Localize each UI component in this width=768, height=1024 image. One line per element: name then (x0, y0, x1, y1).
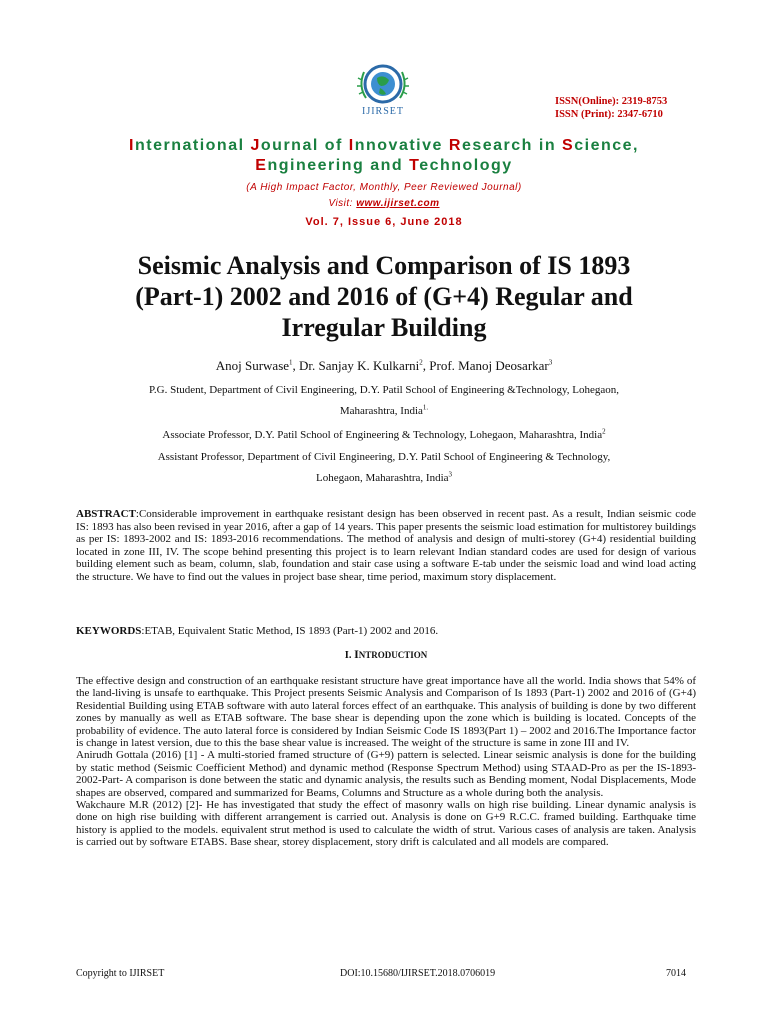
affiliation-sup: 1. (422, 403, 429, 412)
title-cap: R (448, 137, 462, 154)
issn-print: ISSN (Print): 2347-6710 (555, 109, 663, 120)
issn-online: ISSN(Online): 2319-8753 (555, 96, 668, 107)
volume-issue: Vol. 7, Issue 6, June 2018 (305, 216, 463, 228)
title-cap: I (348, 137, 355, 154)
title-word: ournal of (260, 137, 349, 154)
journal-title-line2 (40, 156, 728, 176)
title-cap: I (129, 137, 135, 154)
title-cap: T (409, 157, 420, 174)
footer-doi: DOI:10.15680/IJIRSET.2018.0706019 (340, 968, 496, 979)
title-word: cience, (574, 137, 639, 154)
affiliation-3: Assistant Professor, Department of Civil Engineering, D.Y. Patil School of Engineering & Technology, Lohegaon, Maharashtra, India$^3$ (70, 447, 698, 489)
body-paragraph: Wakchaure M.R (2012) [2]- He has investigated that study the effect of masonry walls on high rise building. Linear dynamic analysis is done on high rise building with different arrangement is carried out. Analysis is done on G+9 R.C.C. framed building. Earthquake time history is applied to the models. equivalent strut method is used to calculate the width of strut. Various cases of analysis are taken. Analysis is carried out by software ETABS. Base shear, storey displacement, story drift is calculated and all models are compared. (76, 799, 696, 849)
visit-label: Visit: (328, 198, 357, 209)
keywords-label: KEYWORDS (76, 625, 142, 637)
journal-title (40, 136, 728, 176)
affiliation-line: P.G. Student, Department of Civil Engineering, D.Y. Patil School of Engineering &Technology, Lohegaon, (148, 384, 620, 396)
affiliation-2: Associate Professor, D.Y. Patil School of Engineering & Technology, Lohegaon, Maharashtra, India$^2$ (162, 427, 606, 441)
issn-block (555, 95, 667, 121)
journal-title-line1 (40, 136, 728, 156)
footer-copyright: Copyright to IJIRSET (76, 968, 165, 979)
footer-page-number: 7014 (666, 968, 686, 979)
body-paragraph: Anirudh Gottala (2016) [1] - A multi-storied framed structure of (G+9) pattern is selected. Linear seismic analysis is done for the building by static method (Seismic Coefficient Method) and dynamic method (Response Spectrum Method) using STAAD-Pro as per the IS-1893-2002-Part- A comparison is done between the static and dynamic analysis, the results such as Bending moment, Nodal Displacements, Mode shapes are observed, compared and summarized for Beams, Columns and Structure as a whole during both the analysis. (76, 749, 696, 799)
abstract-label: ABSTRACT (76, 508, 136, 520)
author-name: Dr. Sanjay K. Kulkarni (299, 358, 420, 373)
introduction-body (76, 675, 696, 849)
author-name: Anoj Surwase (215, 358, 290, 373)
affiliation-1 (70, 380, 698, 422)
affiliation-line: Assistant Professor, Department of Civil Engineering, D.Y. Patil School of Engineering & Technology, (157, 451, 611, 463)
section-title: NTRODUCTION (358, 650, 428, 660)
title-cap: E (255, 157, 268, 174)
journal-subtitle: (A High Impact Factor, Monthly, Peer Reviewed Journal) (246, 182, 522, 193)
title-word: nternational (134, 137, 251, 154)
keywords (76, 625, 696, 637)
abstract (76, 508, 696, 583)
section-number: I. (344, 650, 355, 661)
title-cap: J (250, 137, 261, 154)
title-word: ngineering and (267, 157, 410, 174)
abstract-text: :Considerable improvement in earthquake resistant design has been observed in recent past. As a result, Indian seismic code IS: 1893 has also been revised in year 2016, after a gap of 14 years. This paper presents the seismic load estimation for multistorey buildings as per IS: 1893-2002 and IS: 1893-2016 recommendations. The method of analysis and design of multi-storey (G+4) residential building located in zone III, IV. The scope behind presenting this project is to learn relevant Indian standard codes are used for design of various building element such as beam, column, slab, foundation and stair case using a software E-tab under the seismic load and wind load acting the structure. We have to find out the values in project base shear, time period, maximum story displacement. (76, 508, 696, 583)
logo-text: IJIRSET (362, 106, 404, 117)
affiliation-line: Lohegaon, Maharashtra, India (315, 472, 449, 484)
affiliation-line: Maharashtra, India (339, 405, 423, 417)
author-name: Prof. Manoj Deosarkar (429, 358, 549, 373)
section-cap: I (354, 647, 359, 661)
keywords-text: :ETAB, Equivalent Static Method, IS 1893 (Part-1) 2002 and 2016. (141, 625, 439, 637)
title-cap: S (562, 137, 575, 154)
authors: Anoj Surwase$^1$, Dr. Sanjay K. Kulkarni$^2$, Prof. Manoj Deosarkar$^3$ (215, 358, 553, 373)
paper-title-line: Irregular Building (281, 313, 487, 342)
affiliation-line: Associate Professor, D.Y. Patil School of Engineering & Technology, Lohegaon, Maharashtra, India (162, 429, 603, 441)
body-paragraph: The effective design and construction of an earthquake resistant structure have great importance have all the world. India shows that 54% of the land-living is unsafe to earthquake. This Project presents Seismic Analysis and Comparison of Is 1893 (Part-1) 2002 and 2016 of (G+4) Residential Building using ETAB software with auto lateral forces effect of an earthquake. This analysis of building is done by two different zones by manually as well as ETAB software. The base shear is depending upon the zone which is building is located. Concepts of the probability of evidence. The auto lateral force is considered by Indian Seismic Code IS 1893(Part 1) – 2002 and 2016.The Importance factor is change in latest version, due to this the base shear value is increased. The weight of the structure is same in zone III and IV. (76, 675, 696, 750)
title-word: echnology (419, 157, 513, 174)
section-heading (76, 647, 696, 662)
title-word: esearch in (461, 137, 563, 154)
paper-title-line: (Part-1) 2002 and 2016 of (G+4) Regular and (135, 282, 633, 311)
paper-title (60, 250, 708, 343)
paper-title-line: Seismic Analysis and Comparison of IS 1893 (137, 251, 631, 280)
visit-line (40, 198, 728, 209)
journal-website-link[interactable]: www.ijirset.com (356, 198, 440, 209)
title-word: nnovative (354, 137, 449, 154)
